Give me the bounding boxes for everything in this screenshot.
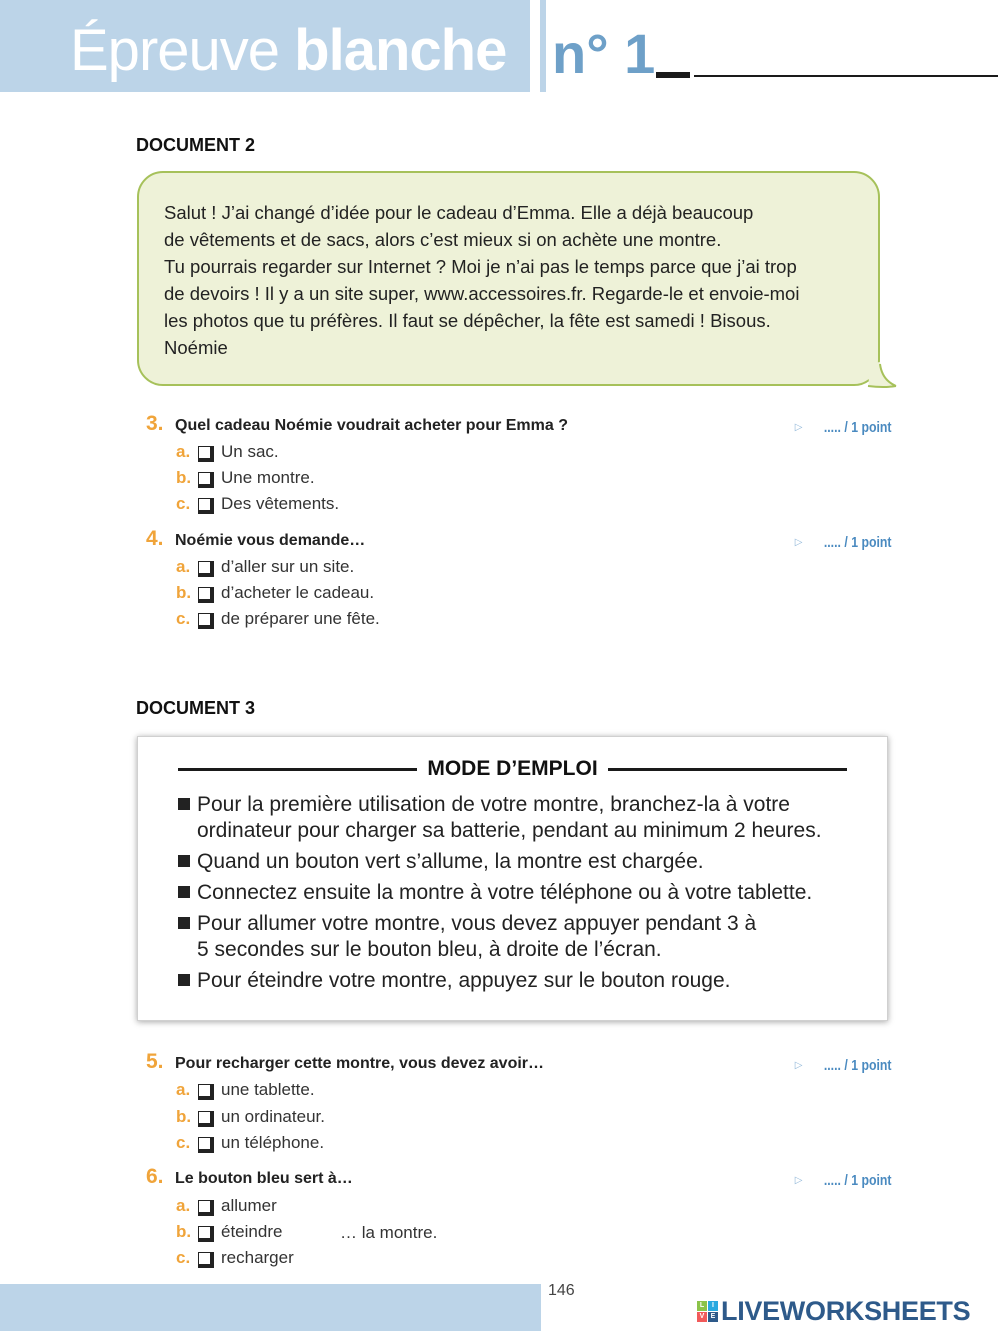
checkbox[interactable] xyxy=(198,1137,211,1150)
checkbox[interactable] xyxy=(198,472,211,485)
checkbox[interactable] xyxy=(198,1200,211,1213)
instruction-item xyxy=(178,881,812,905)
question-text: Noémie vous demande… xyxy=(175,532,366,549)
title-bold: blanche xyxy=(294,18,507,83)
name-field-line xyxy=(694,75,998,77)
instruction-continuation: ordinateur pour charger sa batterie, pendant au minimum 2 heures. xyxy=(197,819,822,842)
question-text: Le bouton bleu sert à… xyxy=(175,1170,353,1187)
option-text: de préparer une fête. xyxy=(221,609,380,628)
instruction-text: Pour éteindre votre montre, appuyez sur le bouton rouge. xyxy=(197,969,731,992)
option-letter: c. xyxy=(176,609,191,628)
option-letter: c. xyxy=(176,494,191,513)
message-text xyxy=(164,199,864,361)
message-line: Salut ! J’ai changé d’idée pour le cadeau d’Emma. Elle a déjà beaucoup xyxy=(164,202,754,223)
message-line: de devoirs ! Il y a un site super, www.accessoires.fr. Regarde-le et envoie-moi xyxy=(164,283,800,304)
triangle-icon: ▷ xyxy=(794,422,803,433)
instruction-text: Pour allumer votre montre, vous devez appuyer pendant 3 à xyxy=(197,912,757,935)
option-3b[interactable] xyxy=(176,468,315,488)
checkbox[interactable] xyxy=(198,1084,211,1097)
speech-bubble-tail xyxy=(858,362,898,392)
score-field[interactable] xyxy=(795,1057,891,1074)
option-3a[interactable] xyxy=(176,442,279,462)
message-line: les photos que tu préfères. Il faut se dépêcher, la fête est samedi ! Bisous. xyxy=(164,310,771,331)
option-text: éteindre xyxy=(221,1222,283,1241)
option-letter: b. xyxy=(176,468,192,487)
heading-rule xyxy=(178,768,417,771)
question-number: 4. xyxy=(146,527,164,550)
instruction-text: Quand un bouton vert s’allume, la montre est chargée. xyxy=(197,850,704,873)
option-letter: b. xyxy=(176,583,192,602)
option-letter: b. xyxy=(176,1222,192,1241)
footer-separator xyxy=(535,1284,541,1331)
score-text: ..... / 1 point xyxy=(823,1057,891,1074)
checkbox[interactable] xyxy=(198,1252,211,1265)
document-3-label: DOCUMENT 3 xyxy=(136,698,256,718)
brand-name: LIVEWORKSHEETS xyxy=(721,1296,971,1326)
liveworksheets-logo-icon: L I V E xyxy=(697,1301,718,1322)
score-field[interactable] xyxy=(795,534,891,551)
heading-rule xyxy=(608,768,847,771)
option-5b[interactable] xyxy=(176,1107,325,1127)
option-letter: c. xyxy=(176,1133,191,1152)
question-number: 6. xyxy=(146,1165,164,1188)
liveworksheets-logo[interactable] xyxy=(697,1296,970,1327)
score-text: ..... / 1 point xyxy=(823,534,891,551)
score-field[interactable] xyxy=(795,1172,891,1189)
option-text: d’acheter le cadeau. xyxy=(221,583,375,602)
message-line: de vêtements et de sacs, alors c’est mieux si on achète une montre. xyxy=(164,229,722,250)
option-text: un téléphone. xyxy=(221,1133,325,1152)
option-text: Une montre. xyxy=(221,468,315,487)
message-signature: Noémie xyxy=(164,337,228,358)
instruction-text: Pour la première utilisation de votre montre, branchez-la à votre xyxy=(197,793,790,816)
question-3 xyxy=(146,412,891,436)
checkbox[interactable] xyxy=(198,498,211,511)
option-6b[interactable] xyxy=(176,1222,282,1242)
question-text: Pour recharger cette montre, vous devez avoir… xyxy=(175,1055,545,1072)
title-light: Épreuve xyxy=(70,18,280,83)
triangle-icon: ▷ xyxy=(794,537,803,548)
checkbox[interactable] xyxy=(198,1226,211,1239)
checkbox[interactable] xyxy=(198,446,211,459)
option-3c[interactable] xyxy=(176,494,339,514)
option-text: une tablette. xyxy=(221,1080,315,1099)
option-letter: a. xyxy=(176,442,191,461)
square-bullet-icon xyxy=(178,974,190,986)
option-letter: a. xyxy=(176,1196,191,1215)
option-6a[interactable] xyxy=(176,1196,277,1216)
square-bullet-icon xyxy=(178,855,190,867)
checkbox[interactable] xyxy=(198,561,211,574)
message-line: Tu pourrais regarder sur Internet ? Moi je n’ai pas le temps parce que j’ai trop xyxy=(164,256,797,277)
option-text: d’aller sur un site. xyxy=(221,557,355,576)
question-5 xyxy=(146,1050,891,1074)
option-4a[interactable] xyxy=(176,557,354,577)
instruction-continuation: 5 secondes sur le bouton bleu, à droite de l’écran. xyxy=(197,938,662,961)
header-separator-band xyxy=(540,0,546,92)
header-separator xyxy=(530,0,540,92)
checkbox[interactable] xyxy=(198,613,211,626)
option-letter: a. xyxy=(176,1080,191,1099)
option-text: Des vêtements. xyxy=(221,494,340,513)
question-6 xyxy=(146,1165,891,1189)
option-letter: a. xyxy=(176,557,191,576)
question-4 xyxy=(146,527,891,551)
triangle-icon: ▷ xyxy=(794,1060,803,1071)
question-number: 5. xyxy=(146,1050,164,1073)
score-text: ..... / 1 point xyxy=(823,1172,891,1189)
option-letter: c. xyxy=(176,1248,191,1267)
question-number: 3. xyxy=(146,412,164,435)
score-field[interactable] xyxy=(795,419,891,436)
heading-text: MODE D’EMPLOI xyxy=(427,757,598,780)
question-text: Quel cadeau Noémie voudrait acheter pour Emma ? xyxy=(175,417,568,434)
instruction-item xyxy=(178,969,731,993)
instructions-heading xyxy=(178,757,847,781)
checkbox[interactable] xyxy=(198,1111,211,1124)
option-4c[interactable] xyxy=(176,609,380,629)
option-letter: b. xyxy=(176,1107,192,1126)
option-6c[interactable] xyxy=(176,1248,294,1268)
square-bullet-icon xyxy=(178,798,190,810)
instruction-item xyxy=(178,793,790,817)
option-text: un ordinateur. xyxy=(221,1107,325,1126)
option-text: allumer xyxy=(221,1196,277,1215)
name-field-dash xyxy=(656,72,690,78)
square-bullet-icon xyxy=(178,886,190,898)
option-text: Un sac. xyxy=(221,442,279,461)
option-5a[interactable] xyxy=(176,1080,315,1100)
checkbox[interactable] xyxy=(198,587,211,600)
option-5c[interactable] xyxy=(176,1133,324,1153)
test-number: n° 1 xyxy=(552,22,656,85)
footer-band xyxy=(0,1284,535,1331)
option-text: recharger xyxy=(221,1248,294,1267)
instruction-item xyxy=(178,850,704,874)
instruction-item xyxy=(178,912,756,936)
square-bullet-icon xyxy=(178,917,190,929)
score-text: ..... / 1 point xyxy=(823,419,891,436)
question-6-suffix: … la montre. xyxy=(340,1223,438,1242)
option-4b[interactable] xyxy=(176,583,374,603)
page-number: 146 xyxy=(548,1282,575,1299)
triangle-icon: ▷ xyxy=(794,1175,803,1186)
page-title xyxy=(70,18,507,83)
document-2-label: DOCUMENT 2 xyxy=(136,135,256,155)
instruction-text: Connectez ensuite la montre à votre téléphone ou à votre tablette. xyxy=(197,881,813,904)
